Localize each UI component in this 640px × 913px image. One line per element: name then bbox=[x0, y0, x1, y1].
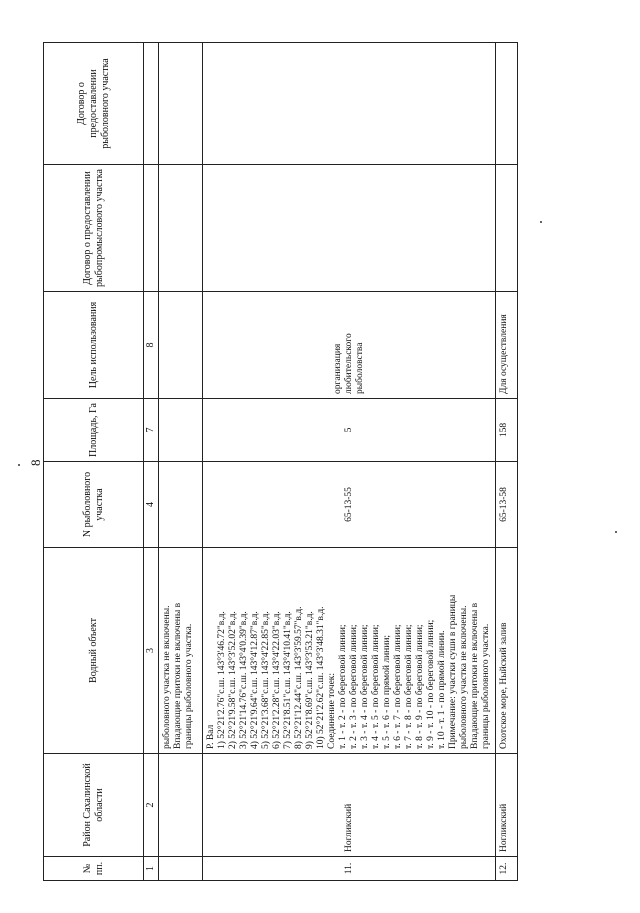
header-area: Площадь, Га bbox=[44, 399, 144, 462]
contract-fishery-cell bbox=[203, 165, 496, 292]
column-number: 2 bbox=[144, 754, 159, 857]
scan-speck bbox=[18, 464, 20, 466]
text-line: 5) 52°21'3.68"с.ш. 143°4'22.85"в.д. bbox=[261, 611, 271, 749]
text-line: границы рыболовного участка. bbox=[184, 623, 194, 749]
row-number: 12. bbox=[496, 857, 518, 881]
text-line: 6) 52°21'2.28"с.ш. 143°4'22.03"в.д. bbox=[272, 611, 282, 749]
text-line: т. 2 - т. 3 - по береговой линии; bbox=[349, 624, 359, 749]
text-line: т. 9 - т. 10 - по береговой линии; bbox=[426, 619, 436, 749]
text-line: 1) 52°21'2.76"с.ш. 143°3'46.72"в.д. bbox=[217, 611, 227, 749]
header-district: Район Сахалинской области bbox=[44, 754, 144, 857]
text-line: 3) 52°21'14.76"с.ш. 143°4'0.39"в.д. bbox=[239, 611, 249, 749]
text-line: т. 6 - т. 7 - по береговой линии; bbox=[393, 624, 403, 749]
header-plot-number: N рыболовного участка bbox=[44, 462, 144, 548]
purpose-cell: Для осуществления bbox=[496, 292, 518, 399]
text-line: т. 7 - т. 8 - по береговой линии; bbox=[404, 624, 414, 749]
text-line: т. 1 - т. 2 - по береговой линии; bbox=[338, 624, 348, 749]
column-number-row bbox=[144, 43, 159, 881]
district-cell: Ногликский bbox=[496, 754, 518, 857]
text-line: Примечание: участки суши в границы bbox=[448, 594, 458, 749]
area-cell: 158 bbox=[496, 399, 518, 462]
header-contract-recreational: Договор о предоставлении рыболовного участка bbox=[44, 43, 144, 165]
cell-empty bbox=[159, 292, 203, 399]
scan-speck bbox=[615, 531, 617, 533]
page-number: 8 bbox=[28, 459, 43, 466]
table-row-12 bbox=[496, 43, 518, 881]
text-line: т. 3 - т. 4 - по береговой линии; bbox=[360, 624, 370, 749]
scan-speck bbox=[540, 221, 542, 223]
text-line: Впадающие притоки не включены в bbox=[173, 602, 183, 749]
text-line: 7) 52°21'8.51"с.ш. 143°4'10.41"в.д. bbox=[283, 611, 293, 749]
column-number: 1 bbox=[144, 857, 159, 881]
text-line: 10) 52°21'2.62"с.ш. 143°3'48.31"в.д. bbox=[316, 606, 326, 749]
text-line: организация bbox=[332, 343, 343, 394]
water-body-cell: Охотское море, Ныйский залив bbox=[496, 548, 518, 754]
text-line: Соединение точек: bbox=[327, 672, 337, 749]
text-line: любительского bbox=[343, 333, 354, 394]
district-cell: Ногликский bbox=[203, 754, 496, 857]
cell-empty bbox=[159, 165, 203, 292]
row-number: 11. bbox=[203, 857, 496, 881]
column-number: 8 bbox=[144, 292, 159, 399]
fishing-plots-table bbox=[43, 42, 518, 881]
plot-number-cell: 65-13-55 bbox=[203, 462, 496, 548]
purpose-cell bbox=[203, 292, 496, 399]
text-line: Р. Вал bbox=[206, 724, 216, 749]
continuation-text bbox=[159, 548, 203, 754]
water-body-cell bbox=[203, 548, 496, 754]
column-number: 4 bbox=[144, 462, 159, 548]
cell-empty bbox=[159, 857, 203, 881]
plot-number-cell: 65-13-58 bbox=[496, 462, 518, 548]
text-line: 9) 52°21'8.69"с.ш. 143°3'53.21"в.д. bbox=[305, 611, 315, 749]
cell-empty bbox=[159, 462, 203, 548]
header-purpose: Цель использования bbox=[44, 292, 144, 399]
header-water-body: Водный объект bbox=[44, 548, 144, 754]
contract-recreational-cell bbox=[496, 43, 518, 165]
contract-fishery-cell bbox=[496, 165, 518, 292]
cell-empty bbox=[159, 399, 203, 462]
text-line: т. 10 - т. 1 - по прямой линии. bbox=[437, 630, 447, 749]
text-line: Впадающие притоки не включены в bbox=[470, 602, 480, 749]
cell-empty bbox=[159, 43, 203, 165]
column-number: 7 bbox=[144, 399, 159, 462]
text-line: 4) 52°21'9.64"с.ш. 143°4'12.87"в.д. bbox=[250, 611, 260, 749]
text-line: рыболовного участка не включены. bbox=[162, 605, 172, 749]
text-line: рыболовного участка не включены. bbox=[459, 605, 469, 749]
text-line: рыболовства bbox=[354, 342, 365, 394]
area-cell: 5 bbox=[203, 399, 496, 462]
text-line: 8) 52°21'12.44"с.ш. 143°3'59.57"в.д. bbox=[294, 606, 304, 749]
column-number: 3 bbox=[144, 548, 159, 754]
text-line: границы рыболовного участка. bbox=[481, 623, 491, 749]
text-line: т. 4 - т. 5 - по береговой линии; bbox=[371, 624, 381, 749]
text-line: т. 8 - т. 9 - по береговой линии; bbox=[415, 624, 425, 749]
table-row-11 bbox=[203, 43, 496, 881]
text-line: 2) 52°21'9.58"с.ш. 143°3'52.02"в.д. bbox=[228, 611, 238, 749]
column-number bbox=[144, 165, 159, 292]
table-header-row bbox=[44, 43, 144, 881]
contract-recreational-cell bbox=[203, 43, 496, 165]
header-no: № пп. bbox=[44, 857, 144, 881]
text-line: т. 5 - т. 6 - по прямой линии; bbox=[382, 634, 392, 749]
header-contract-fishery: Договор о предоставлении рыбопромыслового участка bbox=[44, 165, 144, 292]
cell-empty bbox=[159, 754, 203, 857]
table-row-continuation bbox=[159, 43, 203, 881]
column-number bbox=[144, 43, 159, 165]
